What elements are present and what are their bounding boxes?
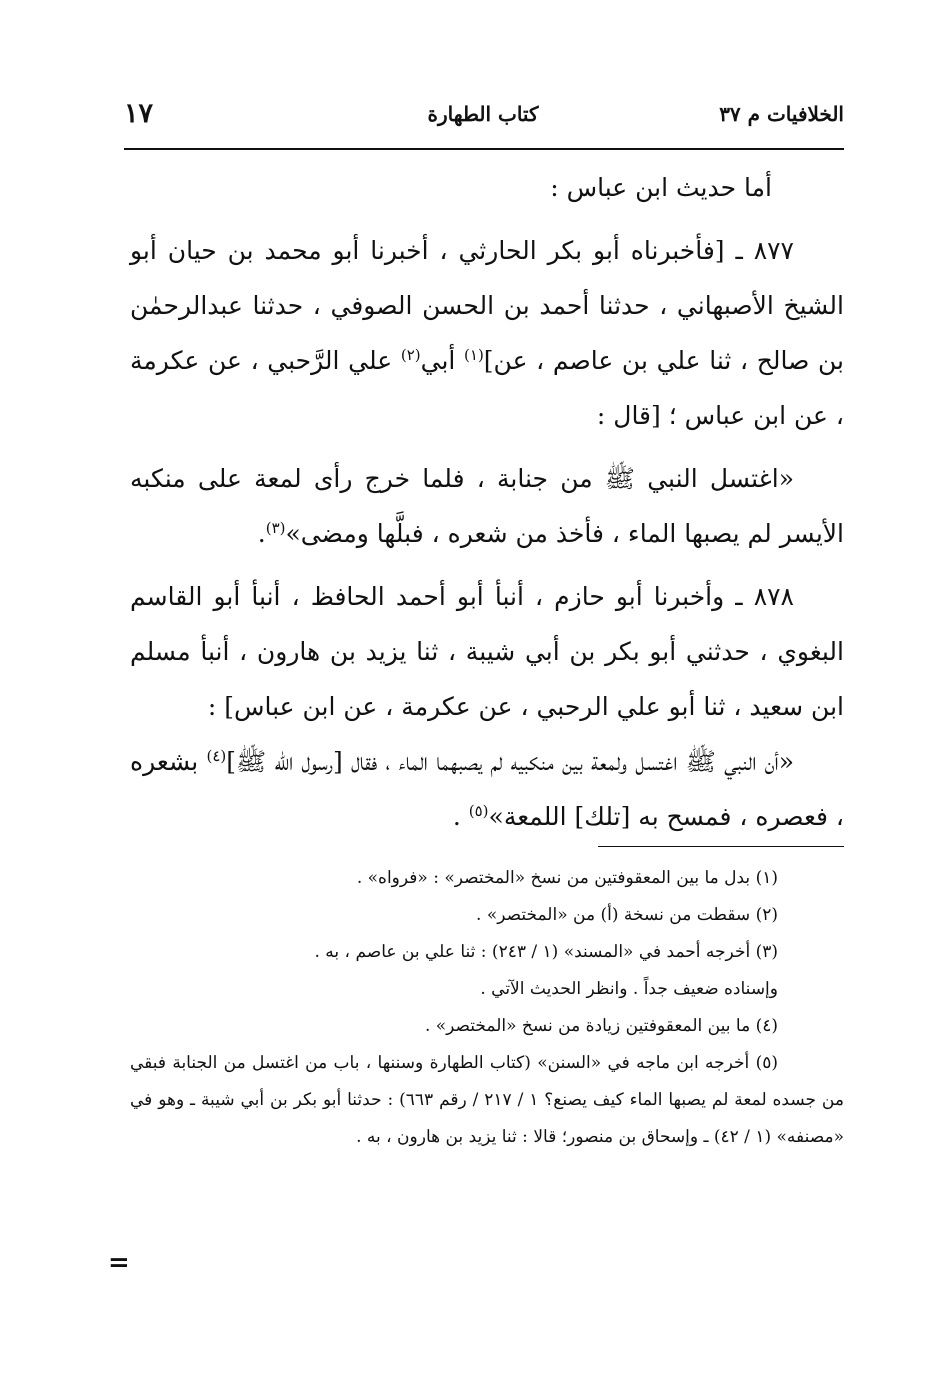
header-rule [124,148,844,150]
footnote-ref-3: (٣) [265,519,286,537]
footnotes [130,860,844,1156]
footnote-3: (٣) أخرجه أحمد في «المسند» (١ / ٢٤٣) : ثنا علي بن عاصم ، به . [314,942,778,962]
hadith-878-matn [130,734,844,844]
footnote-1: (١) بدل ما بين المعقوفتين من نسخ «المختصر» : «فرواه» . [356,868,778,888]
main-text [130,160,844,844]
page-number: ١٧ [124,98,154,129]
footnote-ref-5: (٥) [468,802,489,820]
hadith-878-matn-text-a: «أن النبي ﷺ اغتسل ولمعة بين منكبيه لم يصبهما الماء ، فقال [رسول الله ﷺ] [226,747,794,776]
section-intro: أما حديث ابن عباس : [550,173,772,202]
continuation-mark: = [108,1248,130,1278]
hadith-878-matn-text-b: بشعره ، فعصره ، فمسح به [تلك] اللمعة» [130,747,844,831]
chapter-title: كتاب الطهارة [427,102,539,126]
footnote-ref-4: (٤) [206,747,227,765]
hadith-878-isnad: ٨٧٨ ـ وأخبرنا أبو حازم ، أنبأ أبو أحمد الحافظ ، أنبأ أبو القاسم البغوي ، حدثني أبو بكر بن أبي شيبة ، ثنا يزيد بن هارون ، أنبأ مسلم ابن سعيد ، ثنا أبو علي الرحبي ، عن عكرمة ، عن ابن عباس] : [130,582,844,721]
footnote-4: (٤) ما بين المعقوفتين زيادة من نسخ «المختصر» . [424,1016,778,1036]
footnote-ref-1: (١) [464,346,484,364]
footnote-separator [598,846,844,847]
hadith-877-isnad [130,223,844,443]
footnote-5: (٥) أخرجه ابن ماجه في «السنن» (كتاب الطهارة وسننها ، باب من اغتسل من الجنابة فبقي من جسده لمعة لم يصبها الماء كيف يصنع؟ ١ / ٢١٧ / رقم ٦٦٣) : حدثنا أبو بكر بن أبي شيبة ـ وهو في «مصنفه» (١ / ٤٢) ـ وإسحاق بن منصور؛ قالا : ثنا يزيد بن هارون ، به . [130,1053,844,1147]
hadith-877-isnad-text-b: أبي [420,346,465,375]
hadith-877-isnad-text-a: ٨٧٧ ـ [فأخبرناه أبو بكر الحارثي ، أخبرنا أبو محمد بن حيان أبو الشيخ الأصبهاني ، حدثنا أحمد بن الحسن الصوفي ، حدثنا عبدالرحمٰن بن صالح ، ثنا علي بن عاصم ، عن] [130,236,844,375]
footnote-ref-2: (٢) [400,346,421,364]
footnote-2: (٢) سقطت من نسخة (أ) من «المختصر» . [476,905,778,925]
book-volume-title: الخلافيات م ٣٧ [719,102,844,126]
hadith-877-matn-end: . [257,519,266,548]
hadith-877-matn [130,451,844,561]
hadith-878-matn-end: . [452,802,469,831]
hadith-877-isnad-text-c: علي الرَّحبي ، عن عكرمة ، عن ابن عباس ؛ [قال : [130,346,844,430]
footnote-3-continued: وإسناده ضعيف جداً . وانظر الحديث الآتي . [480,979,778,999]
running-header [122,96,844,140]
hadith-877-matn-text: «اغتسل النبي ﷺ من جنابة ، فلما خرج رأى لمعة على منكبه الأيسر لم يصبها الماء ، فأخذ من شعره ، فبلَّها ومضى» [130,464,844,548]
